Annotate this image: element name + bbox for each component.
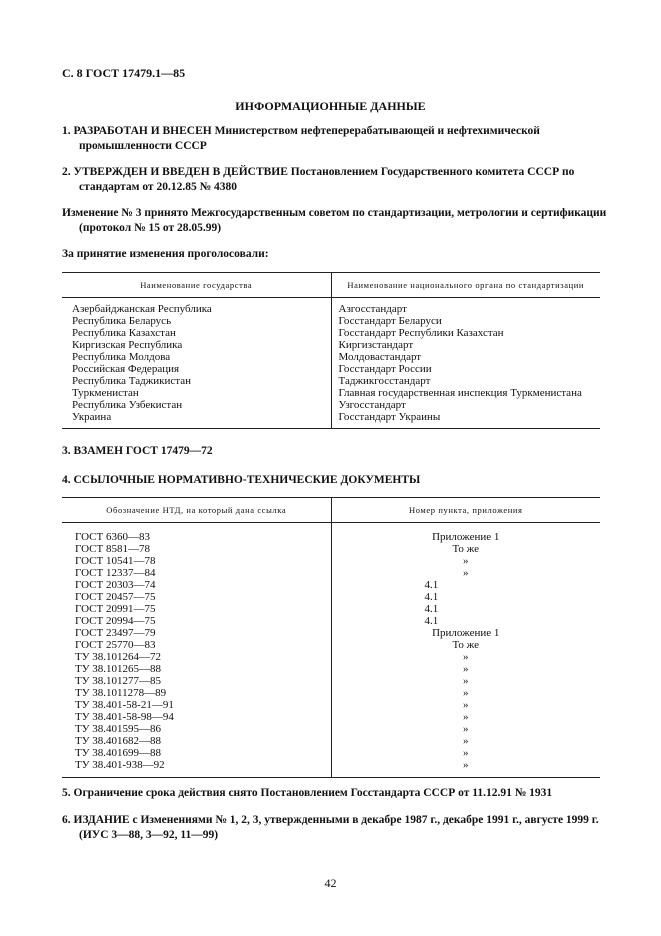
column-header-state: Наименование государства bbox=[62, 273, 331, 298]
state-name: Республика Таджикистан bbox=[72, 375, 191, 387]
states-column bbox=[62, 298, 331, 429]
document-designation: ГОСТ 8581—78 bbox=[75, 543, 150, 555]
references-table bbox=[62, 497, 600, 778]
bodies-column bbox=[331, 298, 600, 429]
document-designation: ГОСТ 20303—74 bbox=[75, 579, 156, 591]
section-1-developed: 1. РАЗРАБОТАН И ВНЕСЕН Министерством нефтеперерабатывающей и нефтехимической промышленности СССР bbox=[62, 125, 540, 152]
section-6-edition: 6. ИЗДАНИЕ с Изменениями № 1, 2, 3, утвержденными в декабре 1987 г., декабре 1991 г., августе 1999 г. (ИУС 3—88, 3—92, 11—99) bbox=[62, 814, 599, 841]
section-5-validity: 5. Ограничение срока действия снято Постановлением Госстандарта СССР от 11.12.91 № 1931 bbox=[62, 787, 553, 799]
standards-body-name: Госстандарт Республики Казахстан bbox=[338, 327, 504, 339]
clause-reference: » bbox=[463, 759, 469, 771]
document-designation: ТУ 38.401682—88 bbox=[75, 735, 162, 747]
state-name: Киргизская Республика bbox=[72, 339, 183, 351]
standards-body-name: Госстандарт Украины bbox=[338, 411, 441, 423]
amendment-note: Изменение № 3 принято Межгосударственным советом по стандартизации, метрологии и сертификации (протокол № 15 от 28.05.99) bbox=[62, 207, 607, 234]
clause-reference: Приложение 1 bbox=[432, 531, 500, 543]
page-header: С. 8 ГОСТ 17479.1—85 bbox=[62, 66, 186, 80]
voted-label: За принятие изменения проголосовали: bbox=[62, 248, 269, 260]
clause-reference: То же bbox=[452, 639, 479, 651]
clause-reference: » bbox=[463, 711, 469, 723]
section-3-replaces: 3. ВЗАМЕН ГОСТ 17479—72 bbox=[62, 445, 213, 457]
standards-body-name: Узгосстандарт bbox=[338, 399, 406, 411]
column-header-standards-body: Наименование национального органа по стандартизации bbox=[331, 273, 600, 298]
document-designation: ГОСТ 12337—84 bbox=[75, 567, 156, 579]
standards-body-name: Киргизстандарт bbox=[338, 339, 414, 351]
document-designation: ТУ 38.401-938—92 bbox=[75, 759, 165, 771]
document-designation: ТУ 38.101265—88 bbox=[75, 663, 162, 675]
page-number: 42 bbox=[324, 876, 337, 890]
document-designation: ГОСТ 23497—79 bbox=[75, 627, 156, 639]
state-name: Республика Казахстан bbox=[72, 327, 176, 339]
document-designation: ГОСТ 25770—83 bbox=[75, 639, 156, 651]
document-designation: ГОСТ 20991—75 bbox=[75, 603, 156, 615]
clause-reference: 4.1 bbox=[424, 579, 439, 591]
standards-body-name: Молдовастандарт bbox=[338, 351, 422, 363]
clause-reference: 4.1 bbox=[424, 603, 439, 615]
documents-column bbox=[62, 523, 331, 778]
column-header-clause: Номер пункта, приложения bbox=[331, 498, 600, 523]
clause-reference: » bbox=[463, 555, 469, 567]
clause-reference: » bbox=[463, 699, 469, 711]
clause-reference: » bbox=[463, 747, 469, 759]
clauses-column bbox=[331, 523, 600, 778]
section-4-references: 4. ССЫЛОЧНЫЕ НОРМАТИВНО-ТЕХНИЧЕСКИЕ ДОКУМЕНТЫ bbox=[62, 474, 421, 486]
document-designation: ТУ 38.1011278—89 bbox=[75, 687, 167, 699]
document-designation: ТУ 38.401699—88 bbox=[75, 747, 162, 759]
standards-body-name: Главная государственная инспекция Туркменистана bbox=[338, 387, 582, 399]
states-table bbox=[62, 272, 600, 429]
document-designation: ТУ 38.401595—86 bbox=[75, 723, 162, 735]
state-name: Республика Молдова bbox=[72, 351, 171, 363]
state-name: Республика Беларусь bbox=[72, 315, 172, 327]
clause-reference: » bbox=[463, 687, 469, 699]
clause-reference: Приложение 1 bbox=[432, 627, 500, 639]
standards-body-name: Азгосстандарт bbox=[338, 303, 407, 315]
page-title: ИНФОРМАЦИОННЫЕ ДАННЫЕ bbox=[235, 99, 426, 113]
section-2-approved: 2. УТВЕРЖДЕН И ВВЕДЕН В ДЕЙСТВИЕ Постановлением Государственного комитета СССР по стандартам от 20.12.85 № 4380 bbox=[62, 166, 575, 193]
state-name: Республика Узбекистан bbox=[72, 399, 183, 411]
clause-reference: » bbox=[463, 651, 469, 663]
standards-body-name: Госстандарт России bbox=[338, 363, 432, 375]
document-designation: ТУ 38.101264—72 bbox=[75, 651, 162, 663]
column-header-document: Обозначение НТД, на который дана ссылка bbox=[62, 498, 331, 523]
state-name: Украина bbox=[72, 411, 112, 423]
clause-reference: 4.1 bbox=[424, 591, 439, 603]
document-designation: ТУ 38.101277—85 bbox=[75, 675, 162, 687]
document-designation: ГОСТ 20994—75 bbox=[75, 615, 156, 627]
clause-reference: То же bbox=[452, 543, 479, 555]
document-designation: ГОСТ 10541—78 bbox=[75, 555, 156, 567]
document-designation: ГОСТ 6360—83 bbox=[75, 531, 150, 543]
clause-reference: 4.1 bbox=[424, 615, 439, 627]
state-name: Туркменистан bbox=[72, 387, 139, 399]
clause-reference: » bbox=[463, 723, 469, 735]
clause-reference: » bbox=[463, 663, 469, 675]
standards-body-name: Таджикгосстандарт bbox=[338, 375, 431, 387]
document-designation: ГОСТ 20457—75 bbox=[75, 591, 156, 603]
document-designation: ТУ 38.401-58-21—91 bbox=[75, 699, 174, 711]
state-name: Российская Федерация bbox=[72, 363, 180, 375]
clause-reference: » bbox=[463, 735, 469, 747]
document-designation: ТУ 38.401-58-98—94 bbox=[75, 711, 174, 723]
state-name: Азербайджанская Республика bbox=[72, 303, 212, 315]
clause-reference: » bbox=[463, 567, 469, 579]
clause-reference: » bbox=[463, 675, 469, 687]
standards-body-name: Госстандарт Беларуси bbox=[338, 315, 442, 327]
